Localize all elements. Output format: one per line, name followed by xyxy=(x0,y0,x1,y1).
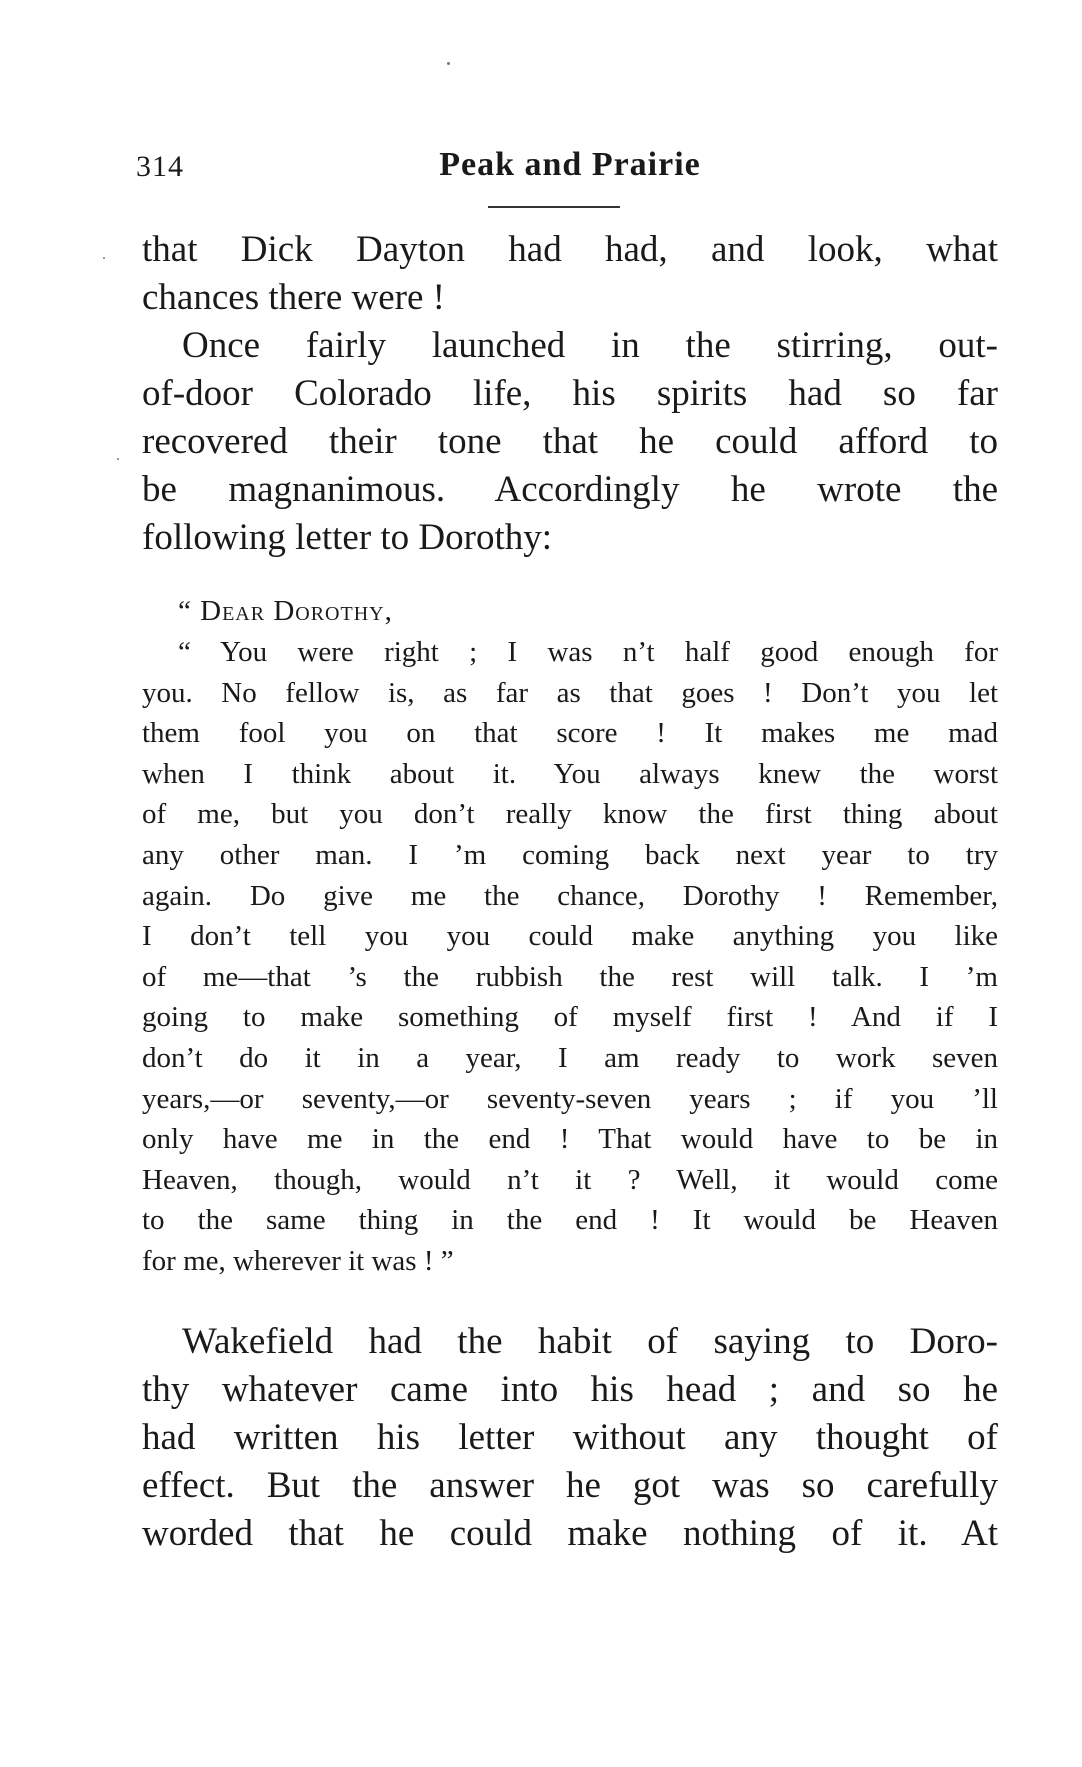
letter-line: only have me in the end ! That would have to be in xyxy=(142,1123,998,1156)
letter-line: going to make something of myself first ! And if I xyxy=(142,1001,998,1034)
header-rule xyxy=(488,206,620,208)
text-line: chances there were ! xyxy=(142,277,445,318)
letter-line: of me—that ’s the rubbish the rest will talk. I ’m xyxy=(142,960,998,993)
letter-line: to the same thing in the end ! It would be Heaven xyxy=(142,1204,998,1237)
paragraph-continued xyxy=(142,226,998,322)
paragraph xyxy=(142,322,998,562)
paper-speck xyxy=(103,257,105,259)
page-number: 314 xyxy=(136,150,184,183)
paper-speck xyxy=(447,62,450,65)
letter-line: them fool you on that score ! It makes me mad xyxy=(142,717,998,750)
letter-line: I don’t tell you you could make anything you like xyxy=(142,920,998,953)
main-text-bottom xyxy=(142,1318,998,1558)
main-text-top xyxy=(142,226,998,562)
text-line: Wakefield had the habit of saying to Doro- xyxy=(182,1321,998,1362)
letter-line: for me, wherever it was ! ” xyxy=(142,1244,454,1277)
paragraph xyxy=(142,1318,998,1558)
letter-line: years,—or seventy,—or seventy-seven years ; if you ’ll xyxy=(142,1082,998,1115)
text-line: of-door Colorado life, his spirits had so far xyxy=(142,373,998,414)
text-line: thy whatever came into his head ; and so he xyxy=(142,1369,998,1410)
text-line: be magnanimous. Accordingly he wrote the xyxy=(142,469,998,510)
letter-line: when I think about it. You always knew the worst xyxy=(142,757,998,790)
running-head xyxy=(136,146,1004,190)
letter-line: of me, but you don’t really know the first thing about xyxy=(142,798,998,831)
text-line: had written his letter without any thought of xyxy=(142,1417,998,1458)
letter-line: “ You were right ; I was n’t half good enough for xyxy=(178,636,998,668)
text-line: following letter to Dorothy: xyxy=(142,517,553,558)
letter-line: Heaven, though, would n’t it ? Well, it would come xyxy=(142,1163,998,1196)
paper-speck xyxy=(117,458,119,460)
letter-line: don’t do it in a year, I am ready to work seven xyxy=(142,1041,998,1074)
text-line: that Dick Dayton had had, and look, what xyxy=(142,229,998,270)
text-line: recovered their tone that he could afford to xyxy=(142,421,998,462)
text-line: Once fairly launched in the stirring, out- xyxy=(182,325,998,366)
text-line: worded that he could make nothing of it. At xyxy=(142,1513,998,1554)
letter-line: you. No fellow is, as far as that goes ! Don’t you let xyxy=(142,676,998,709)
letter-salutation: “ Dear Dorothy, xyxy=(178,595,393,627)
text-line: effect. But the answer he got was so carefully xyxy=(142,1465,998,1506)
letter-line: any other man. I ’m coming back next year to try xyxy=(142,838,998,871)
running-title: Peak and Prairie xyxy=(439,146,701,183)
letter-block xyxy=(142,590,998,1282)
letter-line: again. Do give me the chance, Dorothy ! Remember, xyxy=(142,879,998,912)
